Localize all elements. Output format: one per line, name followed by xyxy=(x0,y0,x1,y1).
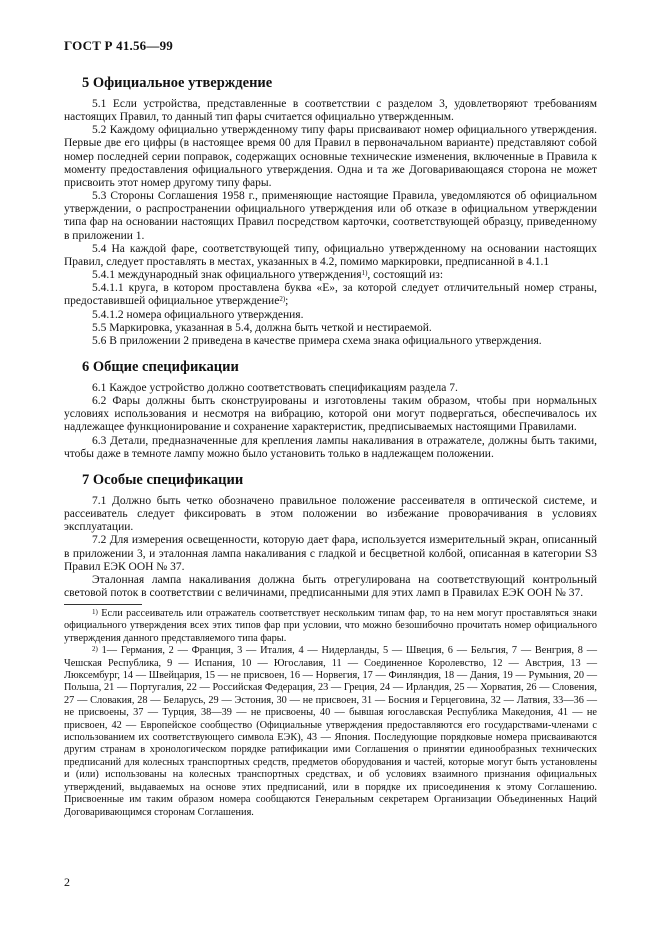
paragraph-5-6: 5.6 В приложении 2 приведена в качестве примера схема знака официального утверждения. xyxy=(92,334,542,347)
section-7-heading: 7 Особые спецификации xyxy=(82,471,244,488)
document-header: ГОСТ Р 41.56—99 xyxy=(64,38,173,53)
footnote-2 xyxy=(64,645,597,819)
footnote-2-mark: 2) xyxy=(92,645,98,654)
paragraph-7-2: 7.2 Для измерения освещенности, которую дает фара, используется измерительный экран, описанный в приложении 3, и эталонная лампа накаливания с гладкой и бесцветной колбой, описанная в категории S3 Правил ЕЭК ООН № 37. xyxy=(64,534,597,573)
paragraph-5-4-1-1 xyxy=(64,282,597,308)
paragraph-5-4-1-text: 5.4.1 международный знак официального утверждения xyxy=(92,269,362,282)
paragraph-5-1: 5.1 Если устройства, представленные в соответствии с разделом 3, удовлетворяют требованиям настоящих Правил, то данный тип фары считается официально утвержденным. xyxy=(64,98,597,124)
footnote-2-text: 1— Германия, 2 — Франция, 3 — Италия, 4 — Нидерланды, 5 — Швеция, 6 — Бельгия, 7 — Венгрия, 8 — Чешская Республика, 9 — Испания, 10 — Югославия, 11 — Соединенное Королевство, 12 — Австрия, 13 — Люксембург, 14 — Швейцария, 15 — не присвоен, 16 — Норвегия, 17 — Финляндия, 18 — Дания, 19 — Румыния, 20 — Польша, 21 — Португалия, 22 — Российская Федерация, 23 — Греция, 24 — Ирландия, 25 — Хорватия, 26 — Словения, 27 — Словакия, 28 — Беларусь, 29 — Эстония, 30 — не присвоен, 31 — Босния и Герцеговина, 32 — Латвия, 33—36 — не присвоены, 37 — Турция, 38—39 — не присвоены, 40 — бывшая югославская Республика Македония, 41 — не присвоен, 42 — Европейское сообщество (Официальные утверждения предоставляются его государствами-членами с использованием их соответствующего символа ЕЭК), 43 — Япония. Последующие порядковые номера присваиваются другим странам в хронологическом порядке ратификации ими Соглашения о принятии единообразных технических предписаний для колесных транспортных средств, предметов оборудования и частей, которые могут быть установлены и (или) использованы на колесных транспортных средствах, и об условиях взаимного признания официальных утверждений, выдаваемых на основе этих предписаний, или в порядке их присоединения к этому Соглашению. Присвоенные им таким образом номера сообщаются Генеральным секретарем Организации Объединенных Наций Договаривающимся сторонам Соглашения. xyxy=(64,645,597,818)
paragraph-5-4-1-tail: , состоящий из: xyxy=(367,269,444,282)
page-number: 2 xyxy=(64,875,70,889)
footnote-1-text: Если рассеиватель или отражатель соответствует нескольким типам фар, то на нем могут проставляться знаки официального утверждения всех этих типов фар при условии, что можно безошибочно прочитать номер официального утверждения данного представляемого типа фары. xyxy=(64,608,597,644)
paragraph-6-3: 6.3 Детали, предназначенные для крепления лампы накаливания в отражателе, должны быть такими, чтобы даже в темноте лампу можно было установить только в надлежащем положении. xyxy=(64,434,597,460)
paragraph-6-1: 6.1 Каждое устройство должно соответствовать спецификациям раздела 7. xyxy=(92,381,458,394)
footnote-1-mark: 1) xyxy=(92,608,98,616)
footnote-ref-1: 1) xyxy=(361,269,368,278)
paragraph-5-4-1 xyxy=(64,269,597,282)
paragraph-5-4-1-2: 5.4.1.2 номера официального утверждения. xyxy=(92,308,304,321)
paragraph-5-5: 5.5 Маркировка, указанная в 5.4, должна быть четкой и нестираемой. xyxy=(92,321,432,334)
paragraph-5-4-1-1-text: 5.4.1.1 круга, в котором проставлена буква «Е», за которой следует отличительный номер страны, предоставившей официальное утверждение xyxy=(64,282,597,308)
footnote-divider xyxy=(64,604,142,605)
paragraph-5-4: 5.4 На каждой фаре, соответствующей типу, официально утвержденному на основании настоящих Правил, следует проставлять в местах, указанных в 4.2, помимо маркировки, предписанной в 4.1.1 xyxy=(64,242,597,268)
footnotes xyxy=(64,608,597,819)
section-6-heading: 6 Общие спецификации xyxy=(82,358,239,375)
section-5-heading: 5 Официальное утверждение xyxy=(82,75,273,91)
paragraph-7-3: Эталонная лампа накаливания должна быть отрегулирована на соответствующий контрольный световой поток в соответствии с величинами, предписанными для этих ламп в Правилах ЕЭК ООН № 37. xyxy=(64,573,597,599)
paragraph-7-1: 7.1 Должно быть четко обозначено правильное положение рассеивателя в оптической системе, и рассеиватель следует фиксировать в этом положении во избежание проворачивания в условиях эксплуатации. xyxy=(64,494,597,534)
main-content xyxy=(64,74,597,600)
paragraph-5-2: 5.2 Каждому официально утвержденному типу фары присваивают номер официального утверждения. Первые две его цифры (в настоящее время 00 для Правил в первоначальном варианте) представляют собой номер последней серии поправок, содержащих основные технические изменения, включенные в Правила к моменту предоставления официального утверждения. Одна и та же Договаривающаяся сторона не может присвоить этот номер другому типу фары. xyxy=(64,124,597,189)
paragraph-5-3: 5.3 Стороны Соглашения 1958 г., применяющие настоящие Правила, уведомляются об официальном утверждении, о распространении официального утверждения или об отказе в официальном утверждении типа фар на основании настоящих Правил посредством карточки, соответствующей образцу, приведенному в приложении 1. xyxy=(64,190,597,242)
paragraph-5-4-1-1-tail: ; xyxy=(285,295,289,308)
paragraph-6-2: 6.2 Фары должны быть сконструированы и изготовлены таким образом, чтобы при нормальных условиях использования и несмотря на вибрацию, которой они могут подвергаться, обеспечивалось их надлежащее функционирование и сохранение характеристик, предписываемых настоящими Правилами. xyxy=(64,395,597,434)
footnote-1 xyxy=(64,608,597,645)
footnote-ref-2: 2) xyxy=(279,295,286,304)
